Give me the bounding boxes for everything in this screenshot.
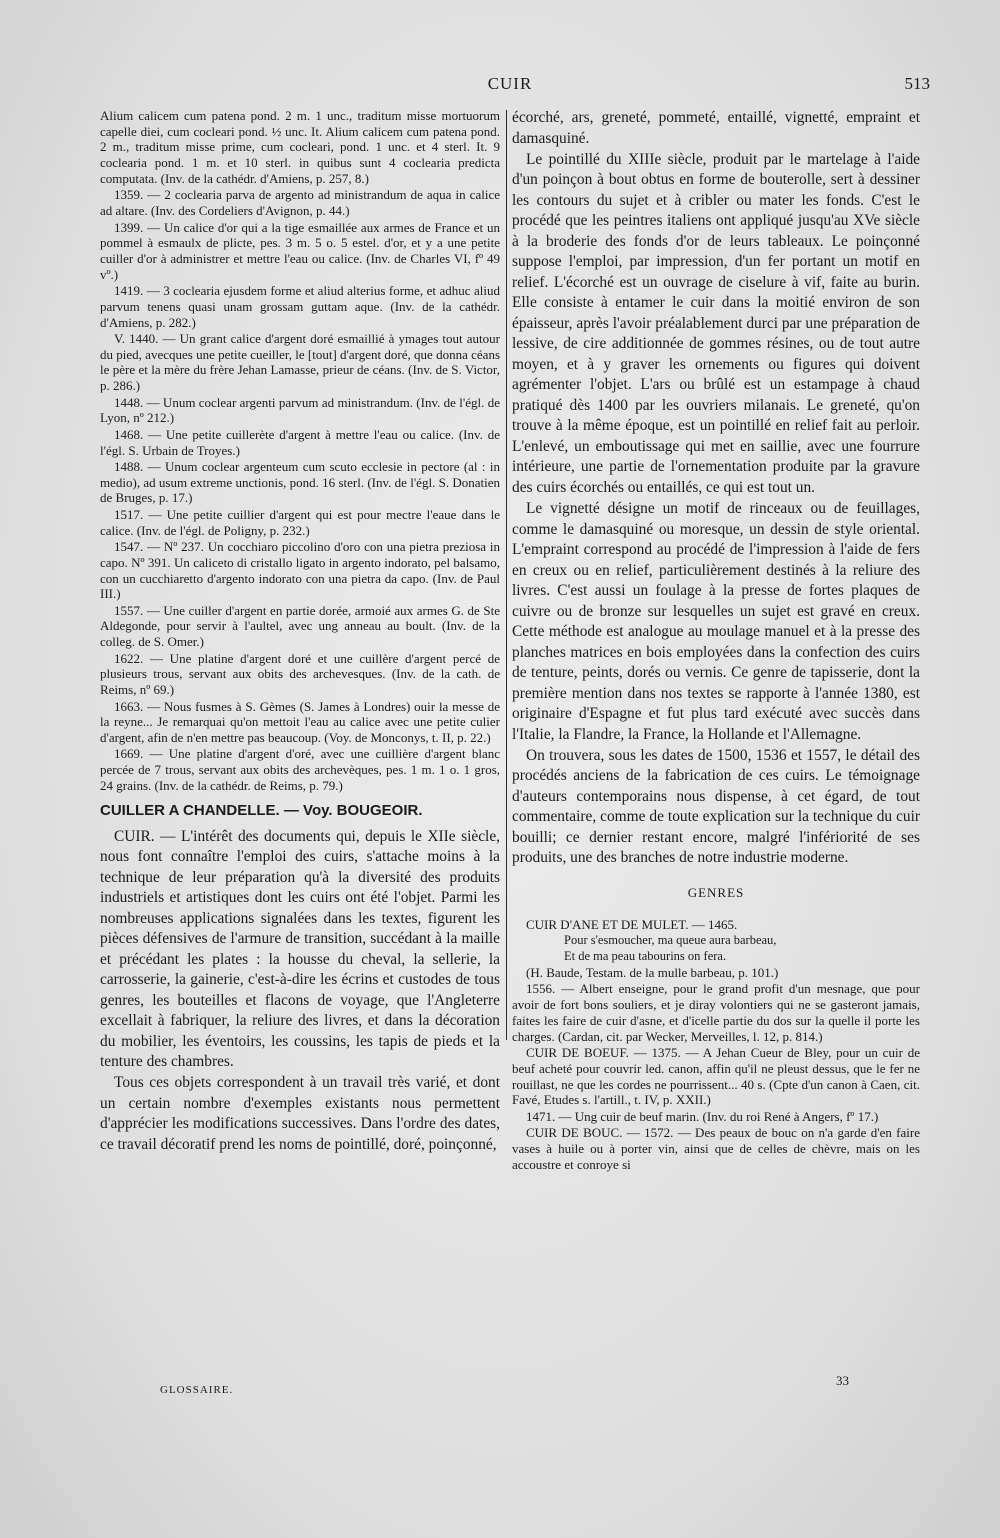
paragraph: V. 1440. — Un grant calice d'argent doré esmaillié à ymages tout autour du pied, avecques une petite cueiller, le [tout] d'argent doré, que donna céans le père et la mère du frère Jehan Lamasse, prieur de céans. (Inv. de S. Victor, p. 286.) bbox=[100, 331, 500, 394]
printer-signature: GLOSSAIRE. bbox=[160, 1384, 234, 1396]
running-header bbox=[0, 74, 1000, 98]
paragraph: 1471. — Ung cuir de beuf marin. (Inv. du roi René à Angers, fº 17.) bbox=[526, 1108, 879, 1124]
paragraph: 1359. — 2 coclearia parva de argento ad ministrandum de aqua in calice ad altare. (Inv. des Cordeliers d'Avignon, p. 44.) bbox=[100, 187, 500, 219]
sheet-number: 33 bbox=[836, 1373, 849, 1388]
running-title: CUIR bbox=[487, 74, 533, 93]
paragraph: 1517. — Une petite cuillier d'argent qui est pour mectre l'eaue dans le calice. (Inv. de l'égl. de Poligny, p. 232.) bbox=[100, 506, 500, 538]
section-heading-genres: GENRES bbox=[687, 884, 745, 900]
genre-heading: CUIR D'ANE ET DE MULET. — 1465. bbox=[526, 916, 738, 932]
citation-source: (H. Baude, Testam. de la mulle barbeau, p. 101.) bbox=[526, 964, 779, 980]
paragraph: Le pointillé du XIIIe siècle, produit par le martelage à l'aide d'un poinçon à bout obtus en forme de bouterolle, sert à dessiner les contours du sujet et à cribler ou mater les fonds. C'est le procédé que les peintres italiens ont appliqué jusqu'au XVe siècle à la broderie des fonds d'or de leurs tableaux. Le poinçonné suppose l'emploi, par impression, d'un fer portant un motif en relief. L'écorché est un ouvrage de ciselure à vif, faite au burin. Elle consiste à entamer le cuir dans la moitié environ de son épaisseur, après l'avoir préalablement durci par une préparation de lessive, de cire additionnée de gommes résines, ou de tout autre moyen, et à y graver les ornements ou figures qui doivent agrémenter l'objet. L'ars ou brûlé est un estampage à chaud pratiqué dès 1400 par les ouvriers milanais. Le greneté, qu'on trouve à la même époque, est un pointillé en relief fait au perloir. L'enlevé, un emboutissage qui met en saillie, avec une fourrure intérieure, une partie de l'ornementation produite par la gravure des cuirs écorchés ou entaillés, ce qui est tout un. bbox=[512, 150, 920, 496]
paragraph: Alium calicem cum patena pond. 2 m. 1 unc., traditum misse mortuorum capelle diei, cum cocleari pond. ½ unc. It. Alium calicem cum patena pond. 2 m., traditum misse prime, cum cocleari, pond. 1 unc. et 4 sterl. It. 9 coclearia pond. 1 m. et 10 sterl. in quibus sunt 4 coclearia predicta computata. (Inv. de la cathédr. d'Amiens, p. 257, 8.) bbox=[100, 108, 500, 186]
paragraph: Tous ces objets correspondent à un travail très varié, et dont un certain nombre d'exemples existants nous permettent d'apprécier les modifications successives. Dans l'ordre des dates, ce travail décoratif prend les noms de pointillé, doré, poinçonné, bbox=[100, 1074, 500, 1153]
paragraph: CUIR DE BOUC. — 1572. — Des peaux de bouc on n'a garde d'en faire vases à huile ou à porter vin, ainsi que de celles de chèvre, mais on les accoustre et conroye si bbox=[512, 1125, 920, 1172]
column-rule bbox=[506, 110, 507, 1040]
verse-line: Pour s'esmoucher, ma queue aura barbeau, bbox=[564, 933, 777, 948]
genres-citations bbox=[512, 917, 920, 1172]
verse-line: Et de ma peau tabourins on fera. bbox=[564, 949, 727, 964]
paragraph: On trouvera, sous les dates de 1500, 1536 et 1557, le détail des procédés anciens de la fabrication de ces cuirs. Le témoignage d'auteurs contemporains nous dispense, à cet égard, de tout commentaire, comme de toute explication sur la technique du cuir bouilli; ce dernier restant encore, malgré l'infériorité de ses produits, une des branches de notre industrie moderne. bbox=[512, 746, 920, 867]
paragraph: Le vignetté désigne un motif de rinceaux ou de feuillages, comme le damasquiné ou moresque, un dessin de style oriental. L'empraint correspond au procédé de l'impression à l'aide de fers en creux ou en relief, particulièrement destinés à la reliure des livres. C'est aussi un foulage à la presse de fortes plaques de cuivre ou de bronze sur lesquelles un sujet est gravé en creux. Cette méthode est analogue au moulage manuel et à la presse des planches matrices en bois employées dans la confection des cuirs de tenture, peints, dorés ou vernis. Ce genre de tapisserie, dont la première mention dans nos textes se rapporte à l'année 1380, est originaire d'Espagne et fut plus tard exécuté avec succès dans l'Italie, la Flandre, la France, la Hollande et l'Allemagne. bbox=[512, 500, 920, 743]
paragraph: 1557. — Une cuiller d'argent en partie dorée, armoié aux armes G. de Ste Aldegonde, pour servir à l'aultel, avec ung anneau au boult. (Inv. de la colleg. de S. Omer.) bbox=[100, 602, 500, 650]
paragraph: 1399. — Un calice d'or qui a la tige esmaillée aux armes de France et un pommel à esmaulx de plicte, pes. 3 m. 5 o. 5 estel. d'or, et y a une petite cuiller d'or à administrer et mettre l'eau ou calice. (Inv. de Charles VI, fº 49 vº.) bbox=[100, 219, 500, 282]
paragraph: 1556. — Albert enseigne, pour le grand profit d'un mesnage, que pour avoir de fort bons souliers, et je diray volontiers qui ne se gasteront jamais, faites les faire de cuir d'asne, et d'icelle partie du dos sur la quelle il porte les charges. (Cardan, cit. par Wecker, Merveilles, l. 12, p. 814.) bbox=[512, 981, 920, 1044]
paragraph: 1448. — Unum coclear argenti parvum ad ministrandum. (Inv. de l'égl. de Lyon, nº 212.) bbox=[100, 394, 500, 426]
entry-cuir-intro: CUIR. — L'intérêt des documents qui, depuis le XIIe siècle, nous font connaître l'emploi des cuirs, s'attache moins à la technique de leur préparation qu'à la diversité des produits industriels et artistiques dont les cuirs ont été l'objet. Parmi les nombreuses applications signalées dans les textes, figurent les pièces défensives de l'armure de transition, succédant à la maille et précédant les plates : la housse du cheval, la sellerie, la carrosserie, la gainerie, c'est-à-dire les écrins et custodes de tous genres, les bouteilles et flacons de voyage, que l'Angleterre excellait à fabriquer, la reliure des livres, et dans la décoration du mobilier, les éventoirs, les coussins, les tapis de pieds et la tenture des chambres. bbox=[100, 827, 500, 1071]
right-column bbox=[512, 108, 920, 1393]
paragraph: 1547. — Nº 237. Un cocchiaro piccolino d'oro con una pietra preziosa in capo. Nº 391. Un caliceto di cristallo ligato in argento indorato, pel balsamo, con un cucchiaretto d'argento indorato con una pietra da capo. (Inv. de Paul III.) bbox=[100, 539, 500, 602]
paragraph: 1669. — Une platine d'argent d'oré, avec une cuillière d'argent blanc percée de 7 trous, servant aux obits des archevèques, pes. 1 m. 1 o. 1 gros, 24 grains. (Inv. de la cathédr. de Reims, p. 79.) bbox=[100, 746, 500, 793]
paragraph: 1468. — Une petite cuillerète d'argent à mettre l'eau ou calice. (Inv. de l'égl. S. Urbain de Troyes.) bbox=[100, 426, 500, 458]
paragraph: 1622. — Une platine d'argent doré et une cuillère d'argent percé de plusieurs trous, servant aux obits des archevesques. (Inv. de la cath. de Reims, nº 69.) bbox=[100, 650, 500, 698]
entry-heading-cuiller-a-chandelle: CUILLER A CHANDELLE. — Voy. BOUGEOIR. bbox=[100, 801, 423, 819]
paragraph: 1488. — Unum coclear argenteum cum scuto ecclesie in pectore (al : in medio), ad usum extreme unctionis, pond. 16 sterl. (Inv. de l'égl. S. Donatien de Bruges, p. 17.) bbox=[100, 459, 500, 506]
essay-continued bbox=[512, 108, 920, 869]
paragraph: écorché, ars, greneté, pommeté, entaillé, vignetté, empraint et damasquiné. bbox=[512, 109, 920, 147]
essay-block bbox=[100, 827, 500, 1156]
citation-block bbox=[100, 108, 500, 794]
paragraph: 1419. — 3 coclearia ejusdem forme et aliud alterius forme, et adhuc aliud parvum tenens quasi unam grossam guttam aque. (Inv. de la cathédr. d'Amiens, p. 282.) bbox=[100, 283, 500, 330]
page-number: 513 bbox=[904, 74, 930, 93]
paragraph: CUIR DE BOEUF. — 1375. — A Jehan Cueur de Bley, pour un cuir de beuf acheté pour couvrir led. canon, affin qu'il ne pleust dessus, que le fer ne rouillast, ne que les cordes ne pourrissent... 40 s. (Cpte d'un canon à Caen, cit. Favé, Etudes s. l'artill., t. IV, p. XXII.) bbox=[512, 1045, 920, 1108]
left-column bbox=[100, 108, 500, 1408]
paragraph: 1663. — Nous fusmes à S. Gèmes (S. James à Londres) ouir la messe de la reyne... Je remarquai qu'on mettoit l'eau au calice avec une petite culier d'argent, afin de n'en mettre pas beaucoup. (Voy. de Monconys, t. II, p. 22.) bbox=[100, 698, 500, 745]
